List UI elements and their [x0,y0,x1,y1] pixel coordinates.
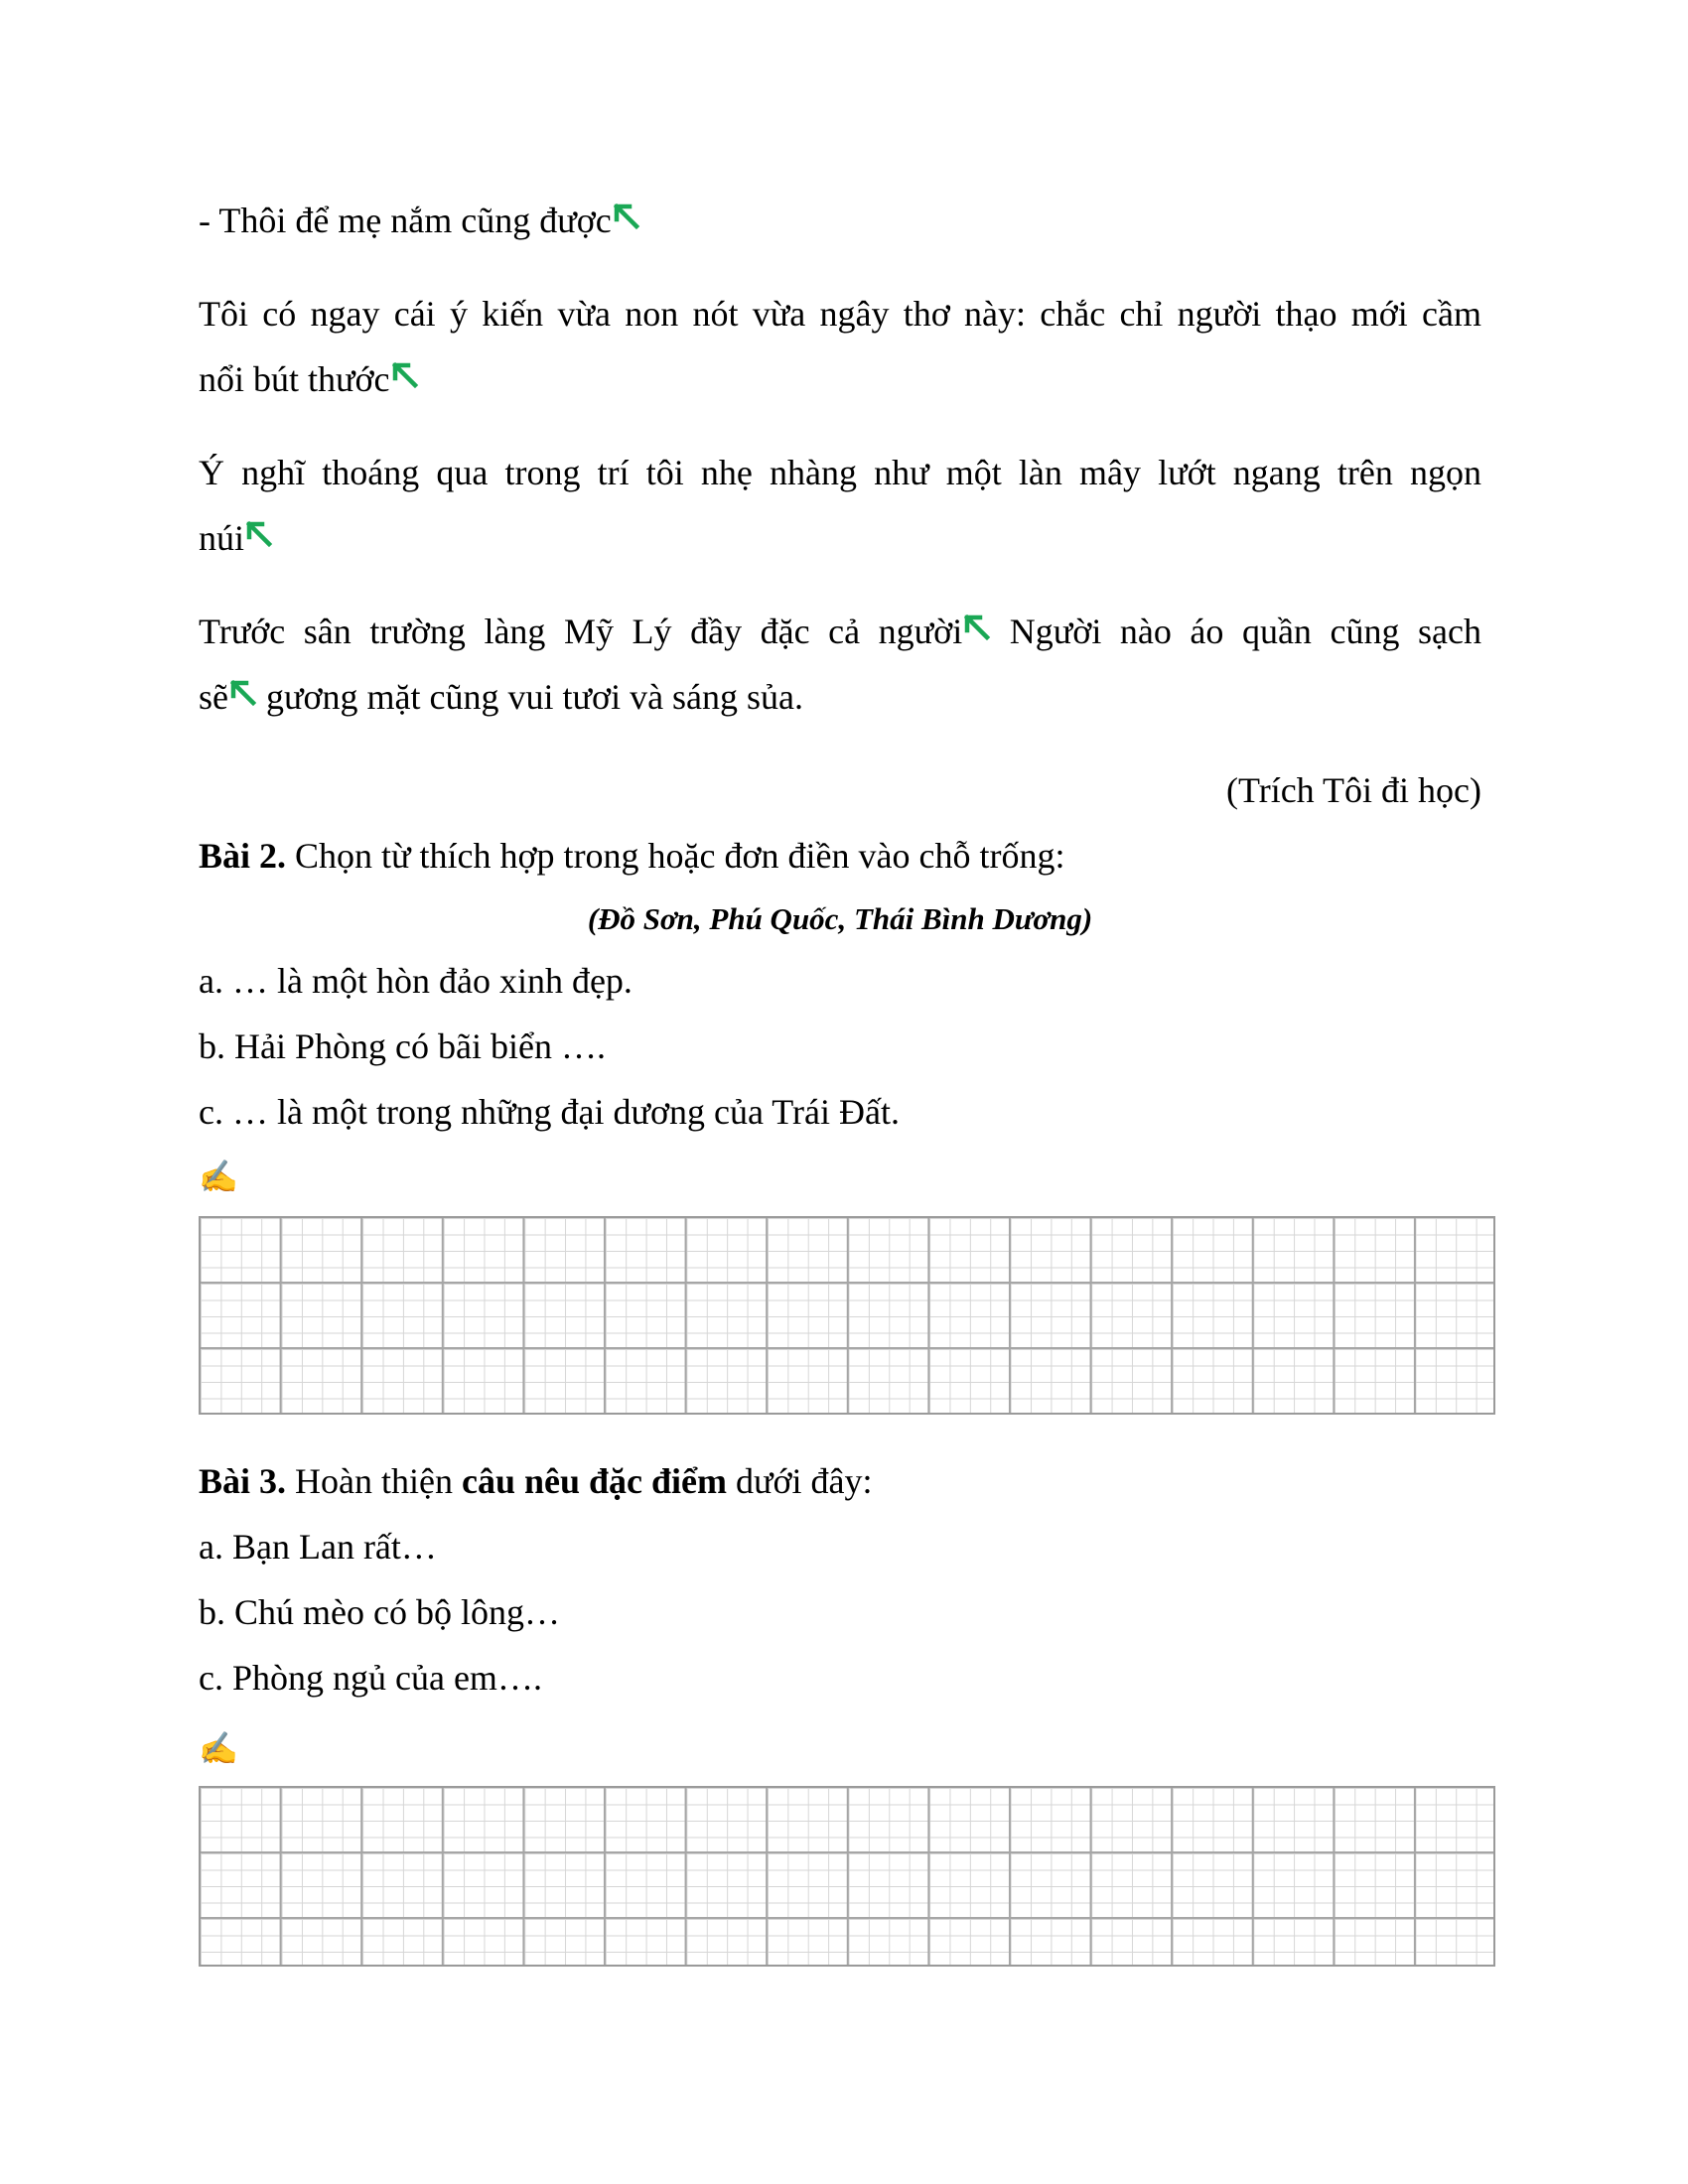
bai2-options: (Đồ Sơn, Phú Quốc, Thái Bình Dương) [587,901,1093,936]
passage-line-4a: Trước sân trường làng Mỹ Lý đầy đặc cả người Người nào áo quần cũng sạch [199,612,1481,651]
passage-line-3b: núi [199,516,1481,560]
passage-line-2a: Tôi có ngay cái ý kiến vừa non nót vừa ngây thơ này: chắc chỉ người thạo mới cầm [199,294,1481,334]
bai2-heading: Bài 2. Chọn từ thích hợp trong hoặc đơn điền vào chỗ trống: [199,836,1065,876]
bai3-heading: Bài 3. Hoàn thiện câu nêu đặc điểm dưới đây: [199,1461,873,1501]
green-arrow-up-left-icon [613,203,640,230]
passage-line-2b: nổi bút thước [199,357,1481,401]
writing-hand-icon: ✍ [199,1159,238,1194]
green-arrow-up-left-icon [245,520,273,548]
writing-hand-icon: ✍ [199,1730,238,1766]
bai2-item-c: c. … là một trong những đại dương của Trái Đất. [199,1092,900,1132]
green-arrow-up-left-icon [229,679,257,707]
bai2-item-b: b. Hải Phòng có bãi biển …. [199,1026,606,1066]
bai3-item-c: c. Phòng ngủ của em…. [199,1658,542,1698]
passage-line-3a: Ý nghĩ thoáng qua trong trí tôi nhẹ nhàng như một làn mây lướt ngang trên ngọn [199,453,1481,492]
passage-line-4b: sẽ gương mặt cũng vui tươi và sáng sủa. [199,677,804,717]
green-arrow-up-left-icon [963,614,991,641]
passage-source: (Trích Tôi đi học) [1226,770,1481,810]
passage-line-1: - Thôi để mẹ nắm cũng được [199,199,1481,242]
bai2-item-a: a. … là một hòn đảo xinh đẹp. [199,961,633,1001]
bai3-item-a: a. Bạn Lan rất… [199,1527,437,1567]
green-arrow-up-left-icon [391,361,419,389]
bai3-answer-grid[interactable] [199,1786,1495,1967]
bai2-answer-grid[interactable] [199,1216,1495,1415]
bai3-item-b: b. Chú mèo có bộ lông… [199,1592,560,1632]
worksheet-page [199,0,1481,2184]
